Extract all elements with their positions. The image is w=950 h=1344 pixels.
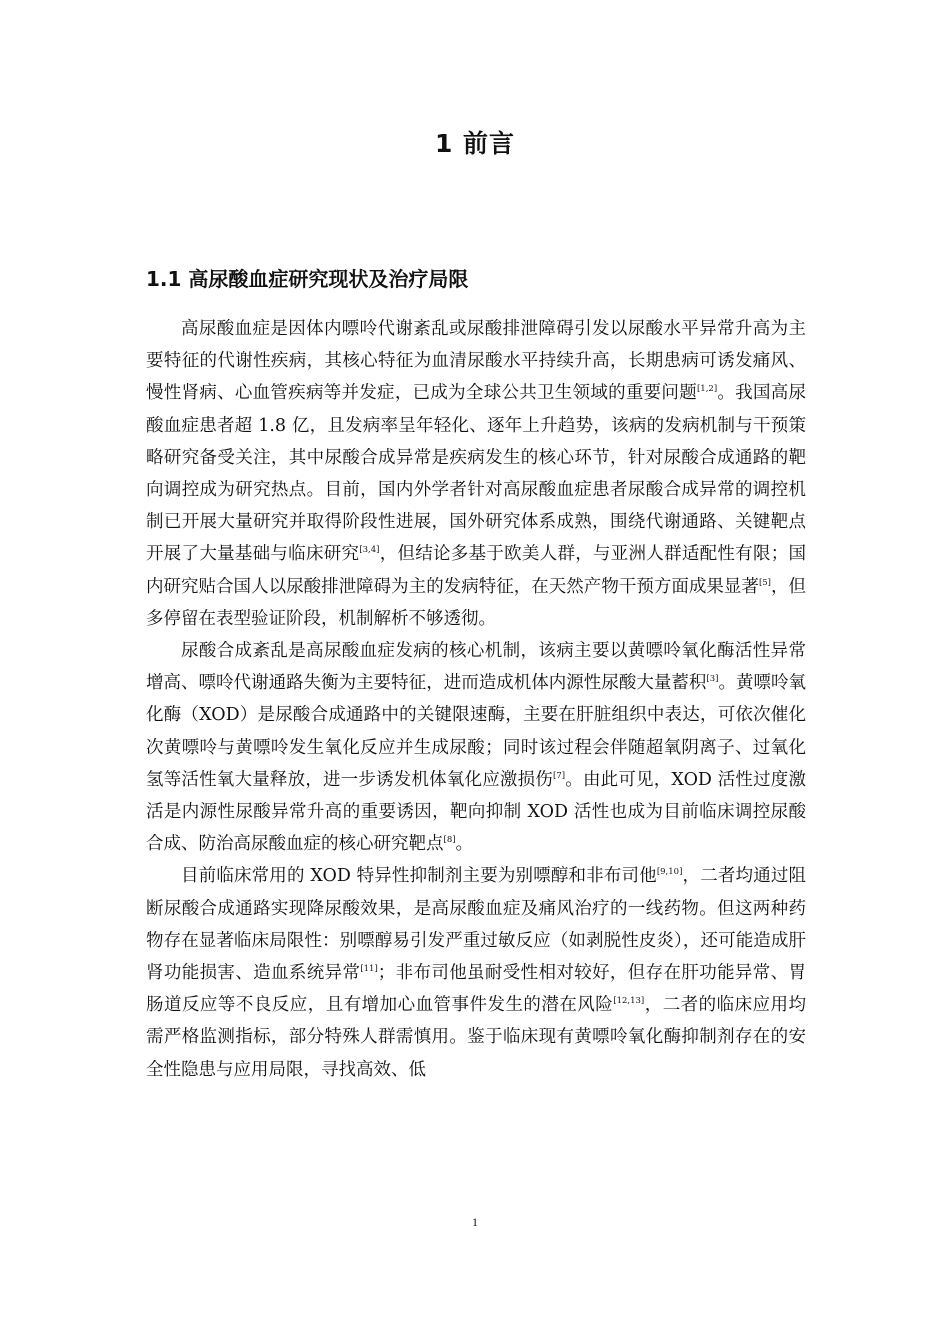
paragraph-text: ，但结论多基于欧美人群，与亚洲人群适配性有限；国内研究贴合国人以尿酸排泄障碍为主的发病特征，在天然产物干预方面成果显著: [146, 544, 806, 597]
citation-ref: [3]: [706, 674, 719, 685]
paragraph-text: ，二者的临床应用均需严格监测指标，部分特殊人群需慎用。鉴于临床现有黄嘌呤氧化酶抑制剂存在的安全性隐患与应用局限，寻找高效、低: [146, 995, 807, 1080]
citation-ref: [11]: [360, 964, 378, 975]
paragraph-text: 高尿酸血症是因体内嘌呤代谢紊乱或尿酸排泄障碍引发以尿酸水平异常升高为主要特征的代谢性疾病，其核心特征为血清尿酸水平持续升高，长期患病可诱发痛风、慢性肾病、心血管疾病等并发症，已成为全球公共卫生领域的重要问题: [146, 319, 806, 404]
body-text: [146, 313, 806, 1086]
paragraph-text: ，但多停留在表型验证阶段，机制解析不够透彻。: [146, 576, 807, 629]
body-paragraph: [146, 635, 806, 860]
paragraph-text: 。由此可见，XOD 活性过度激活是内源性尿酸异常升高的重要诱因，靶向抑制 XOD 活性也成为目前临床调控尿酸合成、防治高尿酸血症的核心研究靶点: [146, 769, 807, 855]
citation-ref: [3,4]: [359, 545, 380, 556]
citation-ref: [12,13]: [613, 996, 645, 1007]
citation-ref: [9,10]: [656, 867, 683, 878]
citation-ref: [7]: [553, 770, 566, 781]
citation-ref: [5]: [758, 577, 771, 588]
paragraph-text: 目前临床常用的 XOD 特异性抑制剂主要为别嘌醇和非布司他: [181, 866, 657, 887]
page-number: 1: [472, 1215, 478, 1229]
citation-ref: [1,2]: [696, 384, 718, 395]
citation-ref: [8]: [443, 835, 456, 846]
section-title: 1.1 高尿酸血症研究现状及治疗局限: [146, 267, 469, 291]
paragraph-text: 。黄嘌呤氧化酶（XOD）是尿酸合成通路中的关键限速酶，主要在肝脏组织中表达，可依次催化次黄嘌呤与黄嘌呤发生氧化反应并生成尿酸；同时该过程会伴随超氧阴离子、过氧化氢等活性氧大量释放，进一步诱发机体氧化应激损伤: [146, 673, 806, 790]
paragraph-text: 。我国高尿酸血症患者超 1.8 亿，且发病率呈年轻化、逐年上升趋势，该病的发病机制与干预策略研究备受关注，其中尿酸合成异常是疾病发生的核心环节，针对尿酸合成通路的靶向调控成为研究热点。目前，国内外学者针对高尿酸血症患者尿酸合成异常的调控机制已开展大量研究并取得阶段性进展，国外研究体系成熟，围绕代谢通路、关键靶点开展了大量基础与临床研究: [146, 383, 807, 565]
paragraph-text: 尿酸合成紊乱是高尿酸血症发病的核心机制，该病主要以黄嘌呤氧化酶活性异常增高、嘌呤代谢通路失衡为主要特征，进而造成机体内源性尿酸大量蓄积: [146, 641, 806, 694]
body-paragraph: [146, 860, 806, 1085]
paragraph-text: 。: [455, 834, 474, 855]
chapter-title: 1 前言: [434, 129, 516, 158]
paragraph-text: ，二者均通过阻断尿酸合成通路实现降尿酸效果，是高尿酸血症及痛风治疗的一线药物。但这两种药物存在显著临床局限性：别嘌醇易引发严重过敏反应（如剥脱性皮炎），还可能造成肝肾功能损害、造血系统异常: [146, 866, 807, 984]
body-paragraph: [146, 313, 806, 635]
paragraph-text: ；非布司他虽耐受性相对较好，但存在肝功能异常、胃肠道反应等不良反应，且有增加心血管事件发生的潜在风险: [146, 963, 807, 1016]
